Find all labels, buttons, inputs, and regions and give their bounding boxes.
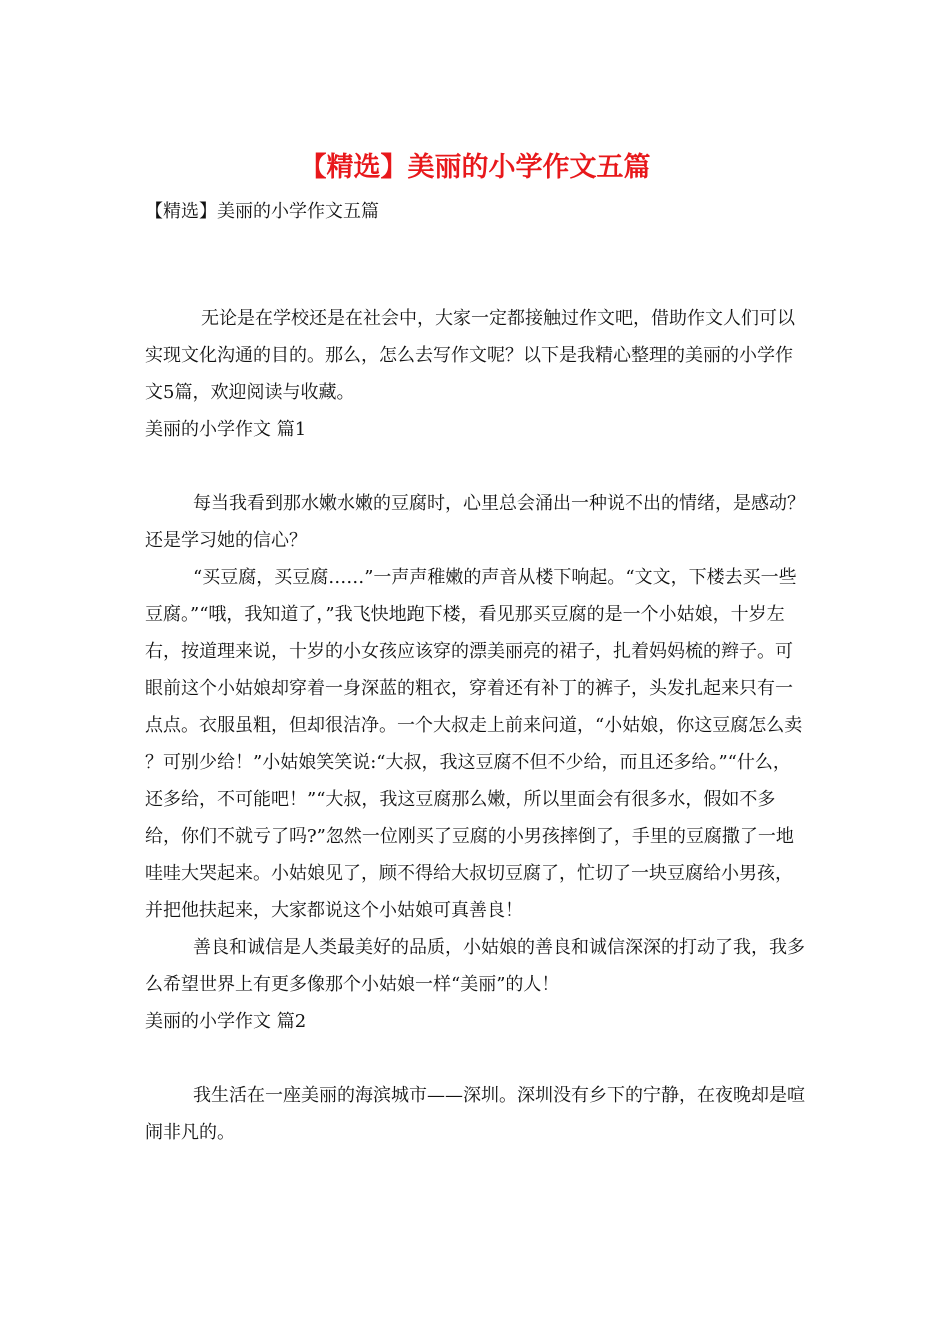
intro-paragraph: 无论是在学校还是在社会中，大家一定都接触过作文吧，借助作文人们可以实现文化沟通的目的。那么，怎么去写作文呢？以下是我精心整理的美丽的小学作文5篇，欢迎阅读与收藏。 [145, 308, 795, 403]
spacer [145, 448, 805, 485]
document-body [145, 300, 805, 1151]
document-title: 【精选】美丽的小学作文五篇 [299, 152, 651, 183]
section-heading-1: 美丽的小学作文 篇1 [145, 419, 307, 440]
document-subtitle: 【精选】美丽的小学作文五篇 [145, 201, 379, 222]
paragraph: “买豆腐，买豆腐……”一声声稚嫩的声音从楼下响起。“文文，下楼去买一些豆腐。”“哦，我知道了，”我飞快地跑下楼，看见那买豆腐的是一个小姑娘，十岁左右，按道理来说，十岁的小女孩应该穿的漂美丽亮的裙子，扎着妈妈梳的辫子。可眼前这个小姑娘却穿着一身深蓝的粗衣，穿着还有补丁的裤子，头发扎起来只有一点点。衣服虽粗，但却很洁净。一个大叔走上前来问道，“小姑娘，你这豆腐怎么卖 ？可别少给！”小姑娘笑笑说:“大叔，我这豆腐不但不少给，而且还多给。”“什么，还多给，不可能吧！”“大叔，我这豆腐那么嫩，所以里面会有很多水，假如不多给，你们不就亏了吗?”忽然一位刚买了豆腐的小男孩摔倒了，手里的豆腐撒了一地哇哇大哭起来。小姑娘见了，顾不得给大叔切豆腐了，忙切了一块豆腐给小男孩，并把他扶起来，大家都说这个小姑娘可真善良！ [145, 567, 803, 921]
paragraph: 每当我看到那水嫩水嫩的豆腐时，心里总会涌出一种说不出的情绪，是感动？还是学习她的信心？ [145, 493, 805, 551]
paragraph: 善良和诚信是人类最美好的品质，小姑娘的善良和诚信深深的打动了我，我多么希望世界上有更多像那个小姑娘一样“美丽”的人！ [145, 937, 805, 995]
spacer [145, 1040, 805, 1077]
section-heading-2: 美丽的小学作文 篇2 [145, 1011, 307, 1032]
paragraph: 我生活在一座美丽的海滨城市——深圳。深圳没有乡下的宁静，在夜晚却是喧闹非凡的。 [145, 1085, 805, 1143]
